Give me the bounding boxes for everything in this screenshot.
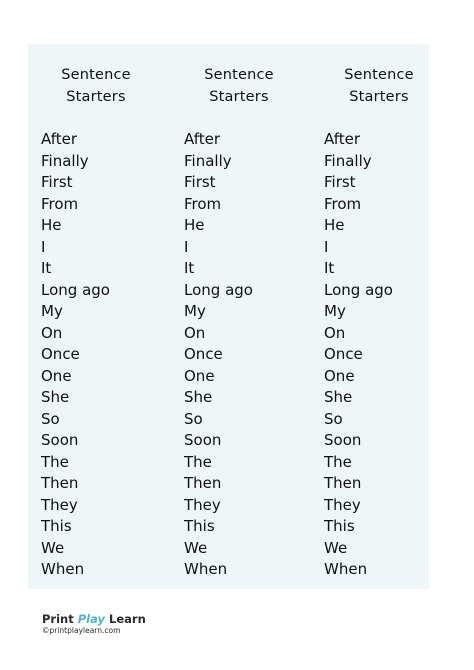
brand-logo — [42, 612, 182, 626]
word-item: We — [41, 538, 65, 557]
word-item: We — [184, 538, 208, 557]
word-item: They — [184, 495, 221, 514]
word-item: Once — [41, 345, 80, 363]
word-item: So — [41, 409, 60, 428]
word-item: Finally — [324, 151, 372, 170]
column-heading-line1: Sentence — [344, 67, 414, 83]
word-item: Then — [184, 474, 222, 492]
brand-play-text: Play — [77, 612, 106, 626]
word-item: After — [184, 130, 221, 148]
word-item: Then — [324, 474, 362, 492]
word-item: On — [41, 323, 63, 342]
word-item: She — [41, 388, 70, 406]
word-item: The — [41, 452, 69, 471]
word-item: One — [324, 366, 355, 385]
word-item: Finally — [184, 151, 232, 170]
column-heading — [324, 64, 434, 108]
word-item: I — [41, 237, 46, 256]
word-item: Long ago — [184, 280, 253, 299]
word-item: After — [324, 130, 361, 148]
word-item: When — [184, 560, 228, 578]
word-item: From — [324, 194, 362, 213]
brand-footer — [42, 612, 182, 646]
word-item: On — [324, 323, 346, 342]
word-item: Finally — [41, 151, 89, 170]
brand-url: ©printplaylearn.com — [42, 626, 121, 635]
word-item: Then — [41, 474, 79, 492]
word-item: Long ago — [324, 280, 393, 299]
word-item: It — [41, 259, 52, 277]
word-item: Soon — [324, 431, 362, 449]
word-item: They — [324, 495, 361, 514]
word-list — [184, 129, 253, 581]
word-item: It — [184, 259, 195, 277]
word-item: My — [324, 302, 346, 320]
word-item: First — [41, 173, 73, 191]
word-item: They — [41, 495, 78, 514]
column-heading-line1: Sentence — [61, 67, 131, 83]
word-item: I — [324, 237, 329, 256]
word-item: First — [184, 173, 216, 191]
word-item: From — [184, 194, 222, 213]
word-item: After — [41, 130, 78, 148]
word-item: So — [324, 409, 343, 428]
column-heading — [41, 64, 151, 108]
word-item: My — [184, 302, 206, 320]
word-item: First — [324, 173, 356, 191]
brand-print-text: Print — [42, 612, 74, 626]
word-item: Soon — [184, 431, 222, 449]
word-item: The — [324, 452, 352, 471]
word-item: On — [184, 323, 206, 342]
word-item: This — [324, 517, 355, 535]
word-item: He — [184, 216, 205, 234]
word-item: We — [324, 538, 348, 557]
word-item: The — [184, 452, 212, 471]
word-item: He — [41, 216, 62, 234]
column-heading — [184, 64, 294, 108]
word-item: This — [184, 517, 215, 535]
brand-learn-text: Learn — [109, 612, 146, 626]
word-list-panel — [28, 44, 429, 589]
word-item: He — [324, 216, 345, 234]
word-item: One — [184, 366, 215, 385]
word-item: She — [324, 388, 353, 406]
word-item: From — [41, 194, 79, 213]
word-item: One — [41, 366, 72, 385]
word-item: When — [324, 560, 368, 578]
word-item: My — [41, 302, 63, 320]
word-list — [41, 129, 110, 581]
word-item: It — [324, 259, 335, 277]
column-heading-line2: Starters — [349, 89, 409, 105]
word-item: She — [184, 388, 213, 406]
word-item: When — [41, 560, 85, 578]
word-list — [324, 129, 393, 581]
word-item: So — [184, 409, 203, 428]
column-heading-line2: Starters — [209, 89, 269, 105]
word-item: Once — [184, 345, 223, 363]
word-item: Once — [324, 345, 363, 363]
word-item: I — [184, 237, 189, 256]
column-heading-line1: Sentence — [204, 67, 274, 83]
column-heading-line2: Starters — [66, 89, 126, 105]
word-item: This — [41, 517, 72, 535]
word-item: Soon — [41, 431, 79, 449]
word-item: Long ago — [41, 280, 110, 299]
